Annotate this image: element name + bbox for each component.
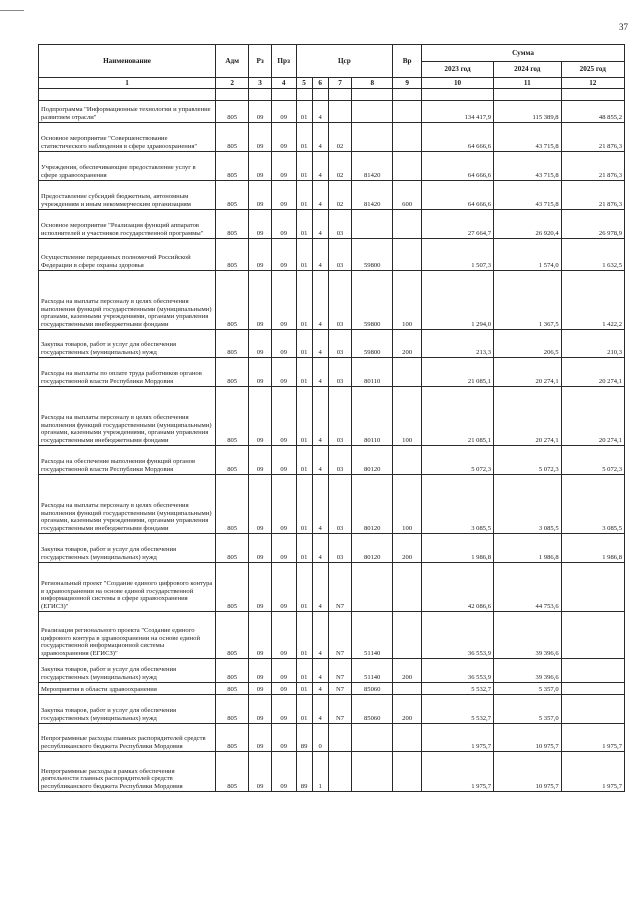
cell-adm: 805 (216, 724, 249, 752)
cell-vr: 200 (393, 659, 422, 683)
cell-vr (393, 210, 422, 239)
cell-c5: 01 (296, 659, 312, 683)
cell-rz: 09 (249, 387, 272, 446)
cell-adm: 805 (216, 152, 249, 181)
cell-c8 (352, 724, 393, 752)
cell-y2023: 134 417,9 (422, 101, 494, 123)
cell-c6: 4 (312, 612, 328, 659)
cell-c6: 4 (312, 683, 328, 695)
cell-y2024: 5 072,3 (494, 446, 562, 475)
cell-c7: 03 (328, 239, 352, 271)
cell-c7: N7 (328, 659, 352, 683)
cell-c6: 4 (312, 475, 328, 534)
cell-c8 (352, 210, 393, 239)
cell-c5: 01 (296, 534, 312, 563)
cell-y2023: 21 085,1 (422, 387, 494, 446)
cell-rz: 09 (249, 358, 272, 387)
cell-y2025: 5 072,3 (561, 446, 624, 475)
cell-rz: 09 (249, 330, 272, 358)
cell-c7: 03 (328, 330, 352, 358)
table-row (39, 330, 625, 358)
cell-c8: 59800 (352, 239, 393, 271)
cell-rz: 09 (249, 724, 272, 752)
cell-c7: 03 (328, 475, 352, 534)
cell-y2024: 43 715,8 (494, 123, 562, 152)
column-number: 10 (422, 78, 494, 89)
cell-y2023: 36 553,9 (422, 612, 494, 659)
table-row (39, 123, 625, 152)
cell-y2023: 42 086,6 (422, 563, 494, 612)
cell-y2023: 36 553,9 (422, 659, 494, 683)
cell-c5: 01 (296, 181, 312, 210)
cell-y2024: 1 986,8 (494, 534, 562, 563)
cell-vr: 200 (393, 534, 422, 563)
cell-vr (393, 612, 422, 659)
cell-c5: 01 (296, 123, 312, 152)
cell-rz: 09 (249, 534, 272, 563)
cell-c8 (352, 101, 393, 123)
cell-rz: 09 (249, 210, 272, 239)
cell-c6: 4 (312, 152, 328, 181)
cell-vr: 200 (393, 330, 422, 358)
cell-name: Реализация регионального проекта "Создание единого цифрового контура в здравоохранении на основе единой государственной информационной системы здравоохранения (ЕГИСЗ)" (39, 612, 216, 659)
table-row (39, 181, 625, 210)
cell-c5: 01 (296, 271, 312, 330)
cell-adm: 805 (216, 683, 249, 695)
cell-prz: 09 (271, 181, 296, 210)
cell-c6: 4 (312, 659, 328, 683)
cell-vr (393, 724, 422, 752)
cell-y2023: 5 072,3 (422, 446, 494, 475)
cell-prz: 09 (271, 330, 296, 358)
page-number: 37 (619, 22, 628, 32)
table-row (39, 683, 625, 695)
cell-c6: 4 (312, 695, 328, 724)
column-number: 9 (393, 78, 422, 89)
cell-c7: 03 (328, 534, 352, 563)
cell-prz: 09 (271, 101, 296, 123)
cell-prz: 09 (271, 446, 296, 475)
cell-y2025: 20 274,1 (561, 358, 624, 387)
header-csr: Цср (296, 45, 393, 78)
cell-y2025: 1 975,7 (561, 724, 624, 752)
table-row (39, 101, 625, 123)
cell-c6: 4 (312, 358, 328, 387)
cell-c5: 89 (296, 752, 312, 792)
cell-prz: 09 (271, 387, 296, 446)
cell-name: Расходы на обеспечение выполнения функций органов государственной власти Республики Мордовия (39, 446, 216, 475)
cell-c7: 02 (328, 123, 352, 152)
cell-rz: 09 (249, 239, 272, 271)
cell-rz: 09 (249, 446, 272, 475)
cell-adm: 805 (216, 612, 249, 659)
cell-c5: 01 (296, 358, 312, 387)
cell-c5: 01 (296, 695, 312, 724)
cell-vr: 600 (393, 181, 422, 210)
cell-y2023: 1 975,7 (422, 724, 494, 752)
table-row (39, 752, 625, 792)
cell-y2024: 43 715,8 (494, 152, 562, 181)
cell-y2025: 48 855,2 (561, 101, 624, 123)
cell-y2025 (561, 612, 624, 659)
cell-prz: 09 (271, 152, 296, 181)
table-row (39, 659, 625, 683)
cell-c6: 4 (312, 123, 328, 152)
cell-prz: 09 (271, 210, 296, 239)
cell-y2023: 213,3 (422, 330, 494, 358)
cell-prz: 09 (271, 724, 296, 752)
cell-y2025 (561, 683, 624, 695)
cell-rz: 09 (249, 695, 272, 724)
cell-prz: 09 (271, 695, 296, 724)
cell-y2024: 206,5 (494, 330, 562, 358)
cell-rz: 09 (249, 563, 272, 612)
cell-adm: 805 (216, 358, 249, 387)
cell-vr (393, 752, 422, 792)
table-row (39, 534, 625, 563)
cell-adm: 805 (216, 695, 249, 724)
cell-c6: 4 (312, 101, 328, 123)
cell-name: Основное мероприятие "Совершенствование статистического наблюдения в сфере здравоохранения" (39, 123, 216, 152)
cell-c7: 03 (328, 210, 352, 239)
cell-name: Закупка товаров, работ и услуг для обеспечения государственных (муниципальных) нужд (39, 695, 216, 724)
cell-c8: 85060 (352, 683, 393, 695)
cell-vr (393, 358, 422, 387)
cell-y2025: 210,3 (561, 330, 624, 358)
cell-c6: 4 (312, 563, 328, 612)
header-year-2025: 2025 год (561, 62, 624, 78)
cell-adm: 805 (216, 534, 249, 563)
cell-c7: 03 (328, 358, 352, 387)
cell-prz: 09 (271, 239, 296, 271)
table-row (39, 271, 625, 330)
cell-c7: 03 (328, 446, 352, 475)
cell-name: Закупка товаров, работ и услуг для обеспечения государственных (муниципальных) нужд (39, 659, 216, 683)
cell-vr (393, 446, 422, 475)
column-number: 3 (249, 78, 272, 89)
cell-name: Закупка товаров, работ и услуг для обеспечения государственных (муниципальных) нужд (39, 534, 216, 563)
cell-prz: 09 (271, 612, 296, 659)
cell-y2025: 1 422,2 (561, 271, 624, 330)
cell-y2025: 21 876,3 (561, 181, 624, 210)
cell-prz: 09 (271, 752, 296, 792)
cell-c8 (352, 563, 393, 612)
cell-y2024: 43 715,8 (494, 181, 562, 210)
cell-rz: 09 (249, 752, 272, 792)
cell-name: Расходы на выплаты персоналу в целях обеспечения выполнения функций государственными (муниципальными) органами, казенными учреждениями, органами управления государственными внебюджетными фондами (39, 271, 216, 330)
table-row (39, 475, 625, 534)
cell-y2024: 20 274,1 (494, 387, 562, 446)
cell-y2024: 5 357,0 (494, 695, 562, 724)
cell-c8: 80120 (352, 446, 393, 475)
cell-name: Учреждения, обеспечивающие предоставление услуг в сфере здравоохранения (39, 152, 216, 181)
cell-name: Расходы на выплаты персоналу в целях обеспечения выполнения функций государственными (муниципальными) органами, казенными учреждениями, органами управления государственными внебюджетными фондами (39, 387, 216, 446)
cell-y2023: 27 664,7 (422, 210, 494, 239)
cell-y2023: 1 975,7 (422, 752, 494, 792)
cell-rz: 09 (249, 475, 272, 534)
cell-vr (393, 683, 422, 695)
cell-y2024: 39 396,6 (494, 659, 562, 683)
cell-c7: N7 (328, 563, 352, 612)
cell-y2023: 64 666,6 (422, 152, 494, 181)
column-number-row (39, 78, 625, 89)
cell-vr: 100 (393, 387, 422, 446)
cell-prz: 09 (271, 659, 296, 683)
spacer-row (39, 89, 625, 101)
cell-rz: 09 (249, 271, 272, 330)
cell-y2023: 3 085,5 (422, 475, 494, 534)
cell-c8: 51140 (352, 659, 393, 683)
cell-c5: 01 (296, 612, 312, 659)
cell-c8: 51140 (352, 612, 393, 659)
cell-prz: 09 (271, 271, 296, 330)
cell-vr: 100 (393, 271, 422, 330)
cell-c7: N7 (328, 612, 352, 659)
cell-vr (393, 563, 422, 612)
cell-name: Подпрограмма "Информационные технологии и управление развитием отрасли" (39, 101, 216, 123)
cell-c5: 01 (296, 239, 312, 271)
cell-c8: 59800 (352, 330, 393, 358)
cell-y2025: 1 632,5 (561, 239, 624, 271)
cell-adm: 805 (216, 563, 249, 612)
column-number: 12 (561, 78, 624, 89)
cell-y2024: 1 367,5 (494, 271, 562, 330)
column-number: 5 (296, 78, 312, 89)
cell-y2025: 20 274,1 (561, 387, 624, 446)
table-row (39, 695, 625, 724)
cell-c5: 01 (296, 210, 312, 239)
cell-c8: 80110 (352, 387, 393, 446)
cell-c7: 02 (328, 181, 352, 210)
cell-y2023: 21 085,1 (422, 358, 494, 387)
table-row (39, 612, 625, 659)
cell-y2024: 20 274,1 (494, 358, 562, 387)
cell-rz: 09 (249, 123, 272, 152)
column-number: 11 (494, 78, 562, 89)
table-body (39, 101, 625, 792)
cell-prz: 09 (271, 475, 296, 534)
table-row (39, 239, 625, 271)
table-row (39, 563, 625, 612)
column-number: 7 (328, 78, 352, 89)
table-row (39, 358, 625, 387)
cell-adm: 805 (216, 210, 249, 239)
cell-y2024: 26 920,4 (494, 210, 562, 239)
cell-adm: 805 (216, 123, 249, 152)
cell-rz: 09 (249, 101, 272, 123)
cell-vr (393, 152, 422, 181)
header-prz: Прз (271, 45, 296, 78)
cell-name: Расходы на выплаты персоналу в целях обеспечения выполнения функций государственными (муниципальными) органами, казенными учреждениями, органами управления государственными внебюджетными фондами (39, 475, 216, 534)
cell-c5: 01 (296, 683, 312, 695)
cell-c5: 01 (296, 475, 312, 534)
cell-c7: N7 (328, 695, 352, 724)
table-row (39, 724, 625, 752)
cell-name: Региональный проект "Создание единого цифрового контура в здравоохранении на основе единой государственной информационной системы в сфере здравоохранения (ЕГИСЗ)" (39, 563, 216, 612)
cell-adm: 805 (216, 387, 249, 446)
table-row (39, 387, 625, 446)
cell-c6: 4 (312, 446, 328, 475)
cell-y2025: 3 085,5 (561, 475, 624, 534)
column-number: 6 (312, 78, 328, 89)
cell-name: Предоставление субсидий бюджетным, автономным учреждениям и иным некоммерческим организациям (39, 181, 216, 210)
header-year-2023: 2023 год (422, 62, 494, 78)
header-sum: Сумма (422, 45, 625, 62)
table-row (39, 152, 625, 181)
cell-c8: 80120 (352, 475, 393, 534)
scan-edge-mark (0, 10, 24, 11)
cell-vr (393, 239, 422, 271)
cell-y2025: 21 876,3 (561, 152, 624, 181)
header-vr: Вр (393, 45, 422, 78)
cell-name: Основное мероприятие "Реализация функций аппаратов исполнителей и участников государственной программы" (39, 210, 216, 239)
cell-c6: 4 (312, 271, 328, 330)
cell-c7 (328, 752, 352, 792)
cell-y2025: 21 876,3 (561, 123, 624, 152)
cell-c6: 1 (312, 752, 328, 792)
cell-adm: 805 (216, 446, 249, 475)
cell-y2024: 10 975,7 (494, 724, 562, 752)
cell-vr (393, 123, 422, 152)
cell-c5: 01 (296, 101, 312, 123)
cell-c8: 80120 (352, 534, 393, 563)
cell-y2023: 1 507,3 (422, 239, 494, 271)
cell-prz: 09 (271, 534, 296, 563)
cell-y2024: 115 389,8 (494, 101, 562, 123)
cell-name: Мероприятия в области здравоохранения (39, 683, 216, 695)
column-number: 1 (39, 78, 216, 89)
cell-c8: 80110 (352, 358, 393, 387)
cell-y2023: 1 986,8 (422, 534, 494, 563)
header-adm: Адм (216, 45, 249, 78)
cell-c7: N7 (328, 683, 352, 695)
cell-vr (393, 101, 422, 123)
cell-c6: 4 (312, 210, 328, 239)
cell-c5: 01 (296, 330, 312, 358)
cell-prz: 09 (271, 358, 296, 387)
cell-y2024: 44 753,6 (494, 563, 562, 612)
cell-adm: 805 (216, 752, 249, 792)
cell-c5: 01 (296, 152, 312, 181)
cell-name: Закупка товаров, работ и услуг для обеспечения государственных (муниципальных) нужд (39, 330, 216, 358)
column-number: 8 (352, 78, 393, 89)
cell-y2023: 64 666,6 (422, 181, 494, 210)
cell-c6: 4 (312, 534, 328, 563)
cell-adm: 805 (216, 659, 249, 683)
cell-adm: 805 (216, 101, 249, 123)
cell-c6: 0 (312, 724, 328, 752)
cell-prz: 09 (271, 123, 296, 152)
header-year-2024: 2024 год (494, 62, 562, 78)
cell-vr: 100 (393, 475, 422, 534)
cell-prz: 09 (271, 563, 296, 612)
cell-y2023: 64 666,6 (422, 123, 494, 152)
cell-y2025: 1 975,7 (561, 752, 624, 792)
cell-y2025 (561, 659, 624, 683)
cell-adm: 805 (216, 330, 249, 358)
cell-c8: 85060 (352, 695, 393, 724)
cell-name: Расходы на выплаты по оплате труда работников органов государственной власти Республики Мордовия (39, 358, 216, 387)
cell-y2025: 1 986,8 (561, 534, 624, 563)
column-number: 2 (216, 78, 249, 89)
cell-c6: 4 (312, 181, 328, 210)
cell-name: Осуществление переданных полномочий Российской Федерации в сфере охраны здоровья (39, 239, 216, 271)
cell-c8: 81420 (352, 181, 393, 210)
cell-c7 (328, 724, 352, 752)
cell-c5: 89 (296, 724, 312, 752)
cell-y2024: 5 357,0 (494, 683, 562, 695)
cell-adm: 805 (216, 239, 249, 271)
cell-c6: 4 (312, 387, 328, 446)
cell-c7 (328, 101, 352, 123)
cell-y2024: 39 396,6 (494, 612, 562, 659)
cell-name: Непрограммные расходы главных распорядителей средств республиканского бюджета Республики Мордовия (39, 724, 216, 752)
cell-y2025: 26 978,9 (561, 210, 624, 239)
cell-c6: 4 (312, 239, 328, 271)
cell-rz: 09 (249, 181, 272, 210)
cell-y2023: 1 294,0 (422, 271, 494, 330)
cell-y2024: 10 975,7 (494, 752, 562, 792)
cell-c8: 59800 (352, 271, 393, 330)
cell-y2023: 5 532,7 (422, 683, 494, 695)
cell-c5: 01 (296, 446, 312, 475)
cell-c7: 03 (328, 387, 352, 446)
cell-c5: 01 (296, 563, 312, 612)
cell-c6: 4 (312, 330, 328, 358)
cell-adm: 805 (216, 181, 249, 210)
table-row (39, 210, 625, 239)
table-row (39, 446, 625, 475)
cell-prz: 09 (271, 683, 296, 695)
cell-adm: 805 (216, 475, 249, 534)
header-rz: Рз (249, 45, 272, 78)
cell-y2025 (561, 695, 624, 724)
cell-adm: 805 (216, 271, 249, 330)
cell-rz: 09 (249, 152, 272, 181)
column-number: 4 (271, 78, 296, 89)
cell-c7: 03 (328, 271, 352, 330)
cell-y2024: 1 574,0 (494, 239, 562, 271)
cell-c7: 02 (328, 152, 352, 181)
cell-rz: 09 (249, 683, 272, 695)
cell-name: Непрограммные расходы в рамках обеспечения деятельности главных распорядителей средств республиканского бюджета Республики Мордовия (39, 752, 216, 792)
cell-y2023: 5 532,7 (422, 695, 494, 724)
cell-rz: 09 (249, 659, 272, 683)
cell-rz: 09 (249, 612, 272, 659)
header-name: Наименование (39, 45, 216, 78)
cell-c8 (352, 752, 393, 792)
cell-y2024: 3 085,5 (494, 475, 562, 534)
cell-c8: 81420 (352, 152, 393, 181)
cell-vr: 200 (393, 695, 422, 724)
cell-c8 (352, 123, 393, 152)
cell-y2025 (561, 563, 624, 612)
budget-table (38, 44, 625, 792)
cell-c5: 01 (296, 387, 312, 446)
